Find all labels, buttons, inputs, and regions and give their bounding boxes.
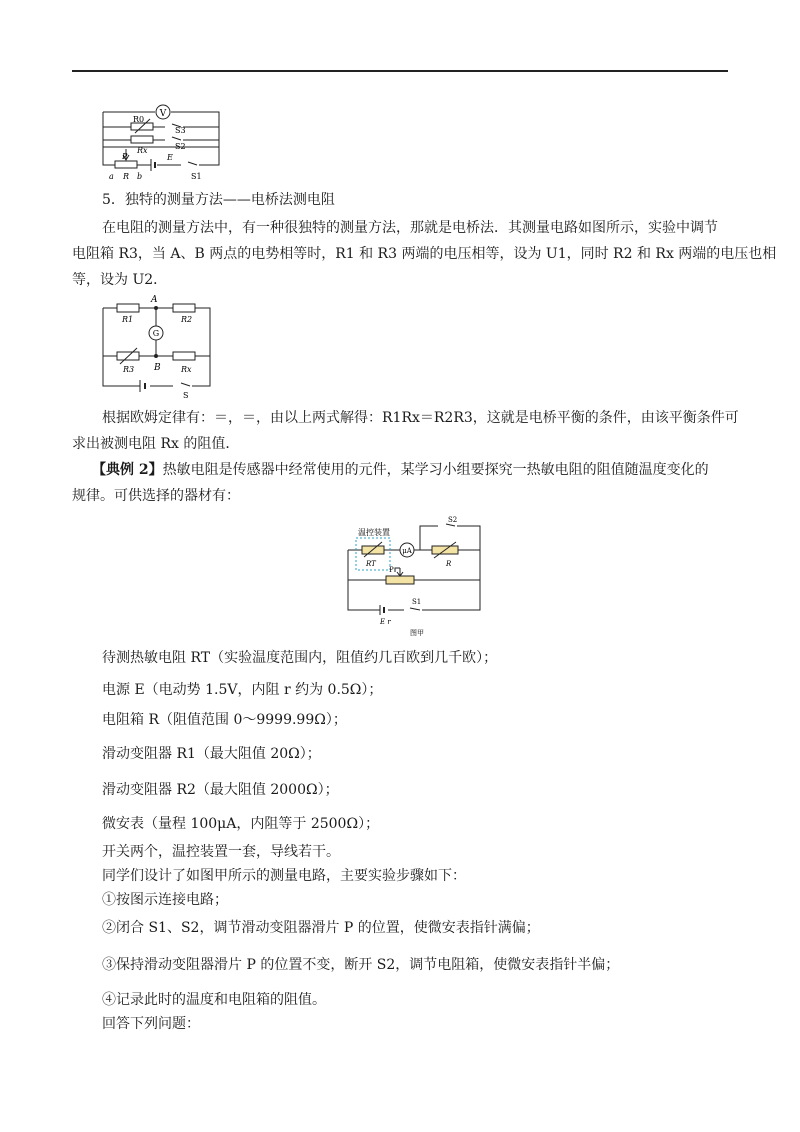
example-text: 热敏电阻是传感器中经常使用的元件，某学习小组要探究一热敏电阻的阻值随温度变化的 <box>162 462 709 478</box>
material-item: 电阻箱 R（阻值范围 0～9999.99Ω）； <box>102 712 347 728</box>
material-item: 开关两个，温控装置一套，导线若干。 <box>102 844 340 860</box>
r-label: R <box>123 172 130 181</box>
s2-label: S2 <box>175 142 186 151</box>
p-label: P <box>122 152 128 161</box>
procedure-intro: 同学们设计了如图甲所示的测量电路，主要实验步骤如下： <box>102 868 466 884</box>
rx-label: Rx <box>137 146 148 155</box>
step-item: ①按图示连接电路； <box>102 892 228 908</box>
paragraph-line: 电阻箱 R3，当 A、B 两点的电势相等时，R1 和 R3 两端的电压相等，设为 U1，同时 R2 和 Rx 两端的电压也相 <box>72 246 777 262</box>
s2-label: S2 <box>448 516 458 524</box>
example-line <box>92 460 709 480</box>
slider-p-label: P <box>389 566 394 574</box>
galvanometer-label: G <box>152 329 160 338</box>
paragraph-line: 等，设为 U2． <box>72 272 168 288</box>
paragraph-line: 在电阻的测量方法中，有一种很独特的测量方法，那就是电桥法．其测量电路如图所示，实验中调节 <box>102 220 718 236</box>
rx-label: Rx <box>181 365 192 374</box>
node-a-label: A <box>151 295 158 305</box>
r1-label: R1 <box>122 315 134 324</box>
er-label: E r <box>380 618 391 626</box>
r0-label: R0 <box>133 115 145 124</box>
bridge-circuit-diagram <box>95 292 220 400</box>
r2-label: R2 <box>181 315 193 324</box>
microammeter-label: μA <box>402 547 412 555</box>
step-item: ④记录此时的温度和电阻箱的阻值。 <box>102 992 326 1008</box>
figure-caption: 图甲 <box>410 629 424 637</box>
circuit-diagram-1 <box>95 95 230 185</box>
example-tag: 【典例 2】 <box>92 462 163 478</box>
b-label: b <box>137 172 143 181</box>
e-label: E <box>167 153 173 162</box>
material-item: 滑动变阻器 R1（最大阻值 20Ω）； <box>102 746 321 762</box>
r3-label: R3 <box>123 365 135 374</box>
header-rule <box>72 70 728 72</box>
step-item: ③保持滑动变阻器滑片 P 的位置不变，断开 S2，调节电阻箱，使微安表指针半偏； <box>102 957 620 973</box>
thermostat-label: 温控装置 <box>358 528 390 537</box>
paragraph-line: 求出被测电阻 Rx 的阻值． <box>72 436 240 452</box>
s1-label: S1 <box>412 598 422 606</box>
a-label: a <box>109 172 114 181</box>
rt-label: RT <box>366 560 376 568</box>
node-b-label: B <box>154 363 161 373</box>
material-item: 微安表（量程 100μA，内阻等于 2500Ω）； <box>102 816 380 832</box>
switch-s-label: S <box>183 391 189 400</box>
voltmeter-label: V <box>159 109 167 119</box>
section-heading: 5．独特的测量方法——电桥法测电阻 <box>102 192 335 208</box>
material-item: 待测热敏电阻 RT（实验温度范围内，阻值约几百欧到几千欧）； <box>102 650 498 666</box>
s3-label: S3 <box>175 126 186 135</box>
circuit-diagram-jia <box>340 510 490 638</box>
paragraph-line: 根据欧姆定律有：＝，＝，由以上两式解得：R1Rx＝R2R3，这就是电桥平衡的条件，由该平衡条件可 <box>102 410 739 426</box>
question-prompt: 回答下列问题： <box>102 1016 200 1032</box>
s1-label: S1 <box>191 172 202 181</box>
r-label: R <box>446 560 452 568</box>
step-item: ②闭合 S1、S2，调节滑动变阻器滑片 P 的位置，使微安表指针满偏； <box>102 920 540 936</box>
material-item: 电源 E（电动势 1.5V，内阻 r 约为 0.5Ω）； <box>102 682 383 698</box>
paragraph-line: 规律。可供选择的器材有： <box>72 488 240 504</box>
material-item: 滑动变阻器 R2（最大阻值 2000Ω）； <box>102 782 339 798</box>
